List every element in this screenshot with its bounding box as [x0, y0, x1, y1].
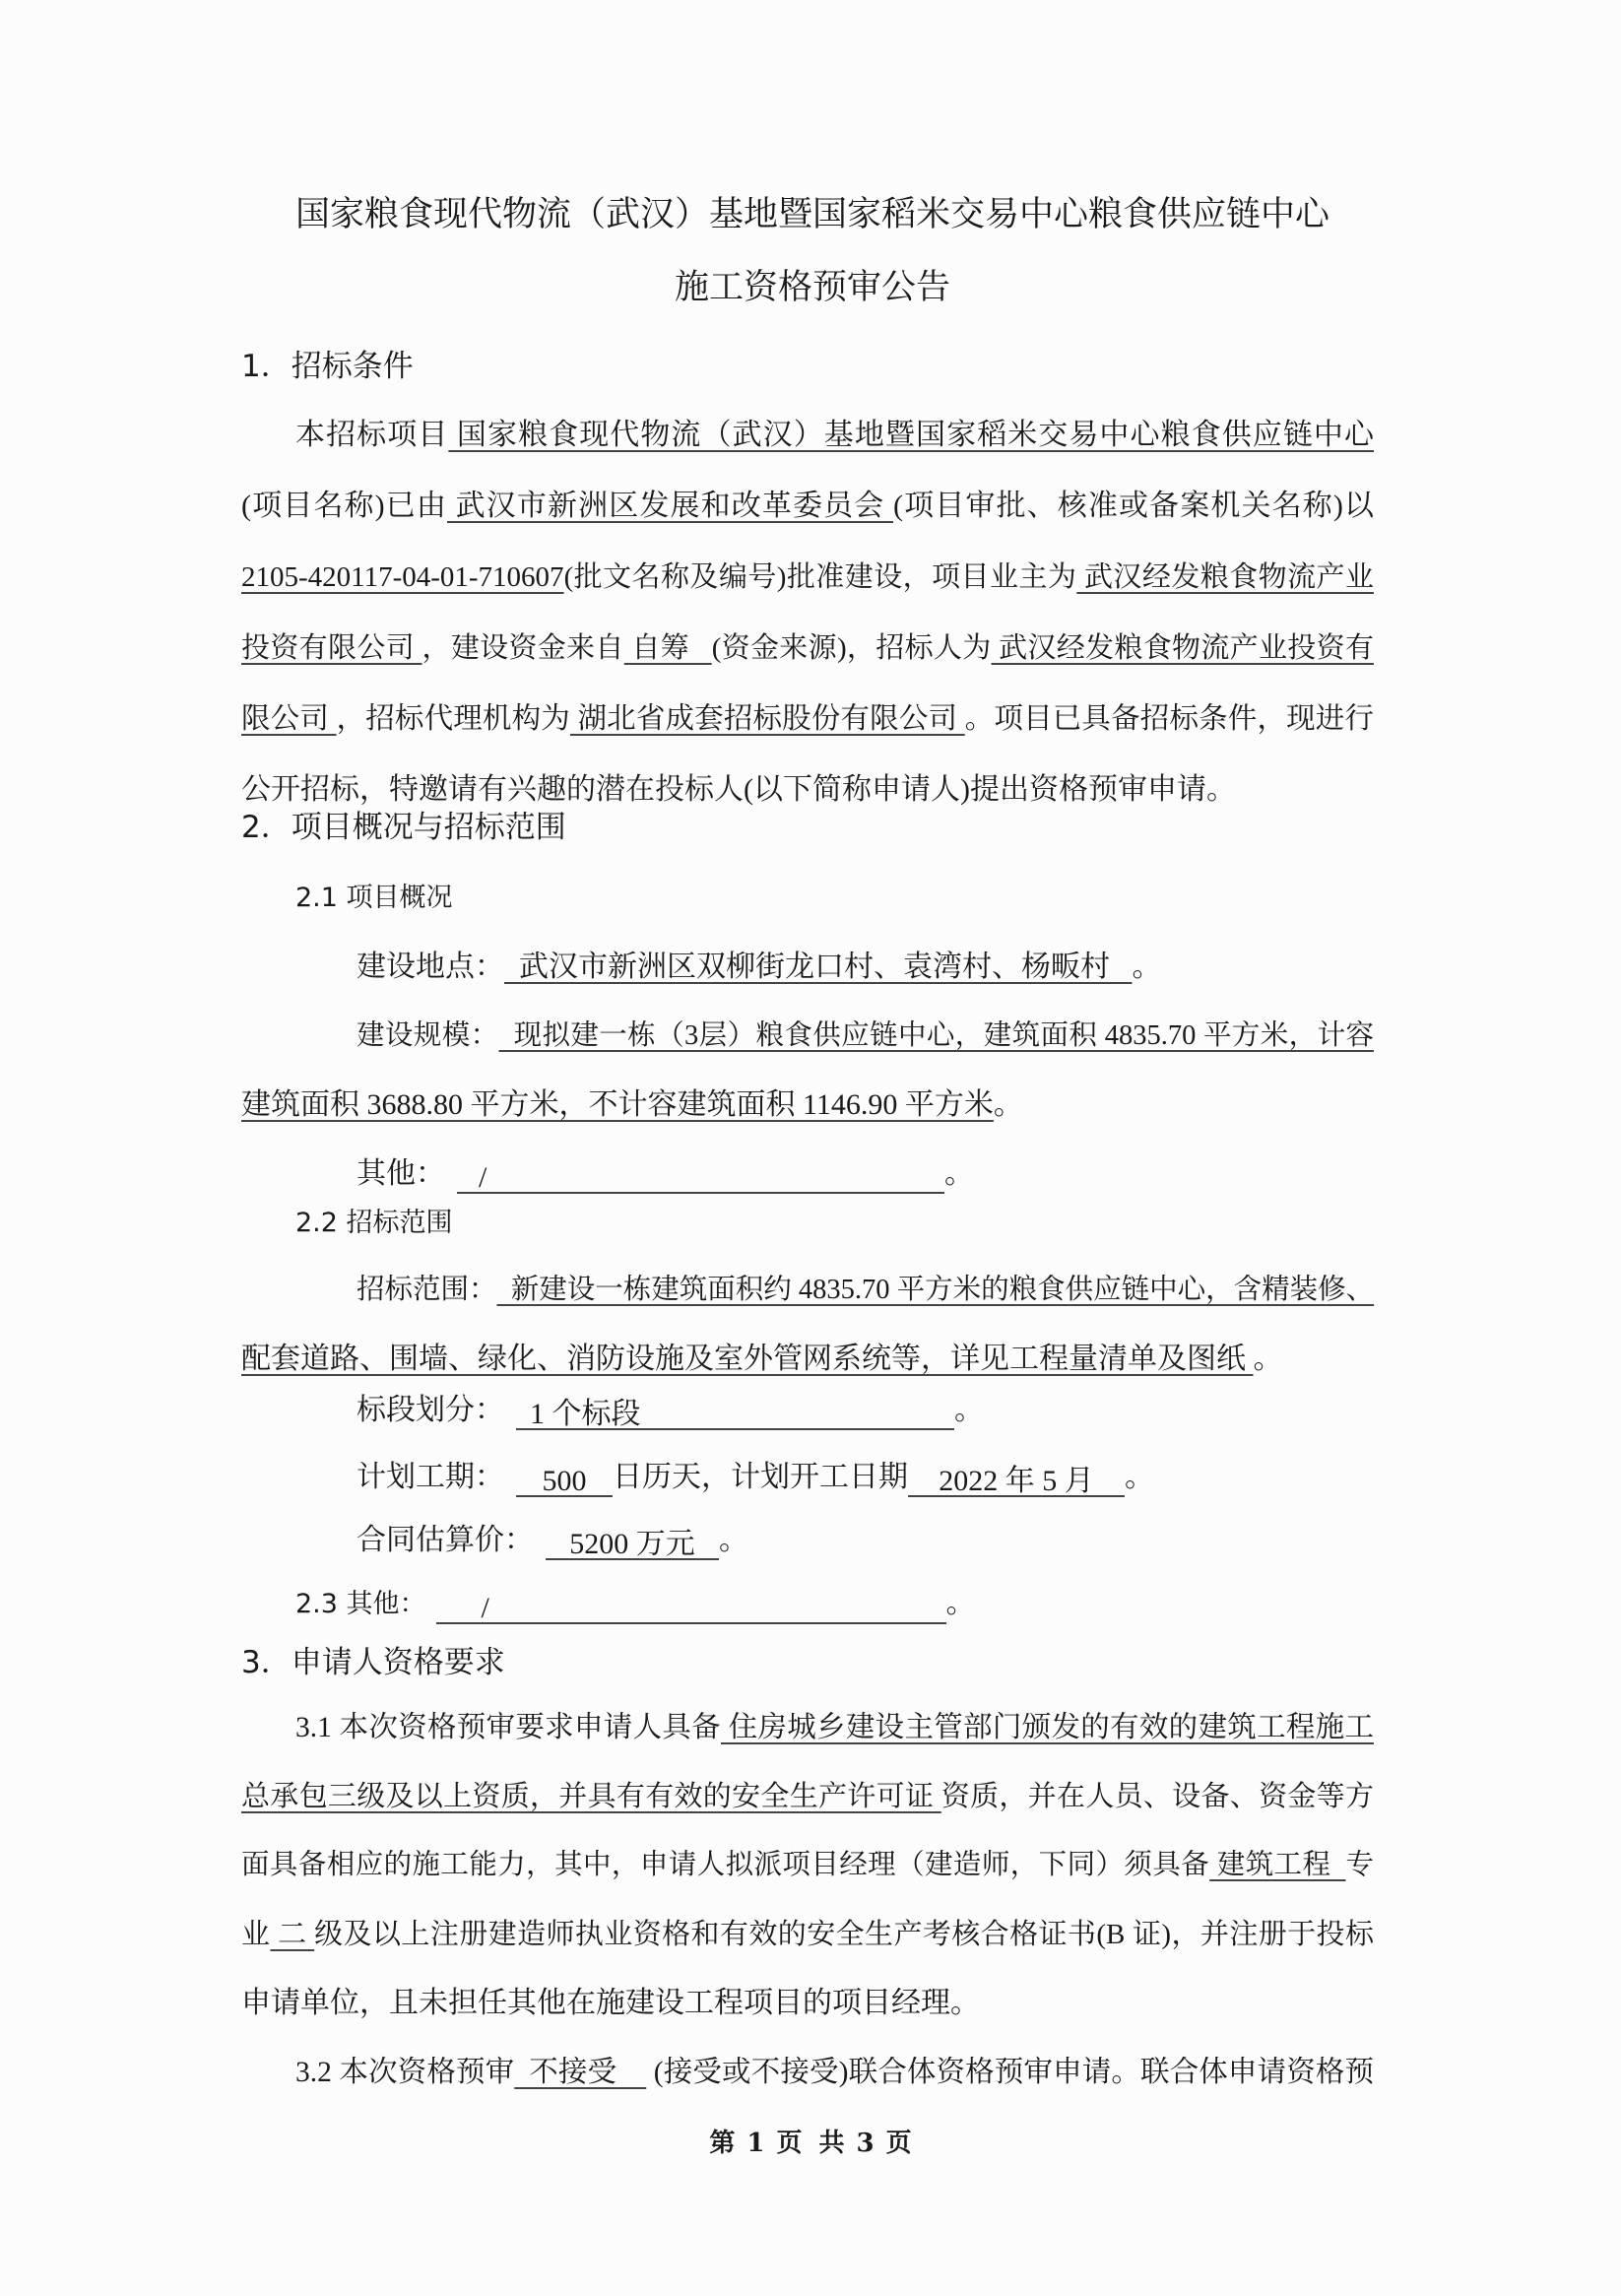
- period-value: 500: [542, 1465, 587, 1497]
- text: 。: [1132, 951, 1162, 983]
- document-title-line1: 国家粮食现代物流（武汉）基地暨国家稻米交易中心粮食供应链中心: [294, 195, 1329, 234]
- text: (资金来源)，招标人为: [711, 632, 992, 664]
- other-value: /: [479, 1161, 487, 1194]
- s32-line1: [295, 2053, 1374, 2092]
- s31-line5: 申请单位，且未担任其他在施建设工程项目的项目经理。: [241, 1987, 980, 2019]
- section2-3-line: [295, 1584, 1374, 1624]
- scope-line1: [357, 1271, 1374, 1310]
- project-name-field: 国家粮食现代物流（武汉）基地暨国家稻米交易中心粮食供应链中心: [448, 419, 1375, 451]
- text: 3.1 本次资格预审要求申请人具备: [295, 1712, 721, 1743]
- location-field: 武汉市新洲区双柳街龙口村、袁湾村、杨畈村: [504, 951, 1133, 983]
- start-date-field: [908, 1462, 1125, 1497]
- other-line: [357, 1154, 1374, 1194]
- text: 日历天，计划开工日期: [613, 1461, 908, 1493]
- lots-label: 标段划分：: [357, 1394, 504, 1426]
- other2-field: [436, 1589, 946, 1624]
- section2-2-heading: 2.2 招标范围: [295, 1208, 453, 1238]
- text: 业: [241, 1919, 271, 1950]
- footer-prefix: 第: [709, 2129, 736, 2158]
- footer-suffix: 页: [885, 2129, 912, 2158]
- agent-field: 湖北省成套招标股份有限公司: [569, 703, 965, 735]
- s1-line3: [241, 558, 1374, 597]
- s31-line4: [241, 1915, 1374, 1954]
- text: 。: [954, 1394, 984, 1426]
- approval-agency-field: 武汉市新洲区发展和改革委员会: [447, 490, 894, 522]
- lots-value: 1 个标段: [530, 1398, 641, 1430]
- section3-heading: 3．申请人资格要求: [241, 1645, 505, 1680]
- period-line: [357, 1458, 1374, 1497]
- period-label: 计划工期：: [357, 1461, 504, 1493]
- text: 。项目已具备招标条件，现进行: [964, 703, 1374, 735]
- text: 本招标项目: [295, 419, 449, 451]
- text: ，招标代理机构为: [336, 703, 570, 735]
- text: 。: [993, 1088, 1023, 1121]
- scale-label: 建设规模：: [357, 1020, 499, 1051]
- scale-line1: [357, 1017, 1374, 1056]
- grade-field: 二: [270, 1919, 315, 1950]
- start-date-value: 2022 年 5 月: [939, 1465, 1094, 1497]
- scope-line2: [241, 1340, 1374, 1379]
- other2-value: /: [481, 1592, 489, 1624]
- lots-field: [516, 1395, 954, 1430]
- text: 。: [945, 1587, 976, 1619]
- section2-3-label: 2.3 其他：: [295, 1589, 426, 1619]
- major-field: 建筑工程: [1209, 1850, 1346, 1880]
- s31-line2: [241, 1777, 1374, 1816]
- text: ，建设资金来自: [421, 632, 624, 664]
- tenderer-field: 武汉经发粮食物流产业投资有: [991, 632, 1374, 664]
- text: 。: [1125, 1461, 1154, 1493]
- total-pages: 3: [856, 2129, 875, 2158]
- tenderer-field-cont: 限公司: [241, 703, 337, 735]
- s1-line1: [295, 416, 1374, 455]
- text: (项目审批、核准或备案机关名称)以: [893, 490, 1375, 522]
- text: 。: [719, 1524, 748, 1556]
- lots-line: [357, 1391, 1374, 1430]
- document-title-line2: 施工资格预审公告: [674, 268, 950, 307]
- text: 面具备相应的施工能力，其中，申请人拟派项目经理（建造师，下同）须具备: [241, 1850, 1210, 1880]
- scale-field: 现拟建一栋（3层）粮食供应链中心，建筑面积 4835.70 平方米，计容: [498, 1020, 1374, 1051]
- text: 专: [1345, 1850, 1374, 1880]
- s1-line2: [241, 487, 1374, 526]
- qualification-field: 住房城乡建设主管部门颁发的有效的建筑工程施工: [720, 1712, 1374, 1743]
- location-line: [357, 948, 1374, 987]
- other-field: [457, 1158, 944, 1194]
- price-line: [357, 1521, 1374, 1560]
- section2-1-heading: 2.1 项目概况: [295, 883, 453, 913]
- owner-field-cont: 投资有限公司: [241, 632, 422, 664]
- section1-heading: 1．招标条件: [241, 349, 414, 384]
- text: (批文名称及编号)批准建设，项目业主为: [563, 561, 1077, 593]
- s31-line3: [241, 1846, 1374, 1885]
- section2-heading: 2．项目概况与招标范围: [241, 810, 566, 845]
- s1-line4: [241, 628, 1374, 668]
- text: 资质，并在人员、设备、资金等方: [940, 1781, 1374, 1812]
- text: 。: [944, 1157, 974, 1190]
- approval-number-field: 2105-420117-04-01-710607: [241, 561, 564, 593]
- consortium-field: 不接受: [514, 2057, 647, 2088]
- text: (接受或不接受)联合体资格预审申请。联合体申请资格预: [646, 2057, 1374, 2088]
- period-field: [516, 1462, 613, 1497]
- footer-mid: 页 共: [776, 2129, 845, 2158]
- scale-line2: [241, 1085, 1374, 1125]
- text: (项目名称)已由: [241, 490, 447, 522]
- s31-line1: [295, 1708, 1374, 1747]
- page-footer: [0, 2123, 1621, 2159]
- text: 。: [1253, 1343, 1283, 1375]
- qualification-field-cont: 总承包三级及以上资质，并具有有效的安全生产许可证: [241, 1781, 941, 1812]
- text: 3.2 本次资格预审: [295, 2057, 515, 2088]
- owner-field: 武汉经发粮食物流产业: [1076, 561, 1374, 593]
- location-label: 建设地点：: [357, 951, 504, 983]
- scope-field-cont: 配套道路、围墙、绿化、消防设施及室外管网系统等，详见工程量清单及图纸: [241, 1343, 1254, 1375]
- scale-field-cont: 建筑面积 3688.80 平方米，不计容建筑面积 1146.90 平方米: [241, 1088, 994, 1121]
- scope-field: 新建设一栋建筑面积约 4835.70 平方米的粮食供应链中心，含精装修、: [496, 1275, 1375, 1305]
- price-field: [546, 1525, 719, 1560]
- page-number: 1: [746, 2129, 765, 2158]
- scope-label: 招标范围：: [357, 1275, 497, 1305]
- price-label: 合同估算价：: [357, 1524, 534, 1556]
- other-label: 其他：: [357, 1157, 445, 1190]
- text: 级及以上注册建造师执业资格和有效的安全生产考核合格证书(B 证)，并注册于投标: [314, 1919, 1374, 1950]
- s1-line5: [241, 699, 1374, 739]
- fund-source-field: 自筹: [623, 632, 712, 664]
- s1-line6: 公开招标，特邀请有兴趣的潜在投标人(以下简称申请人)提出资格预审申请。: [241, 773, 1236, 806]
- price-value: 5200 万元: [569, 1528, 695, 1560]
